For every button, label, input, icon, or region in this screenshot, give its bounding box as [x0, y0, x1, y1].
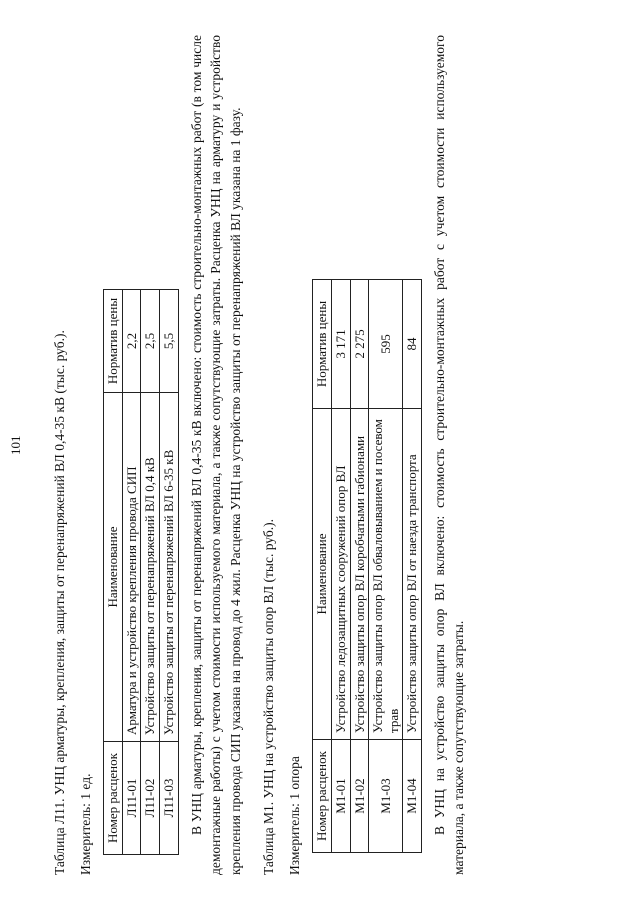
table2-meter: Измеритель: 1 опора — [286, 756, 302, 875]
table-header-row — [104, 290, 123, 855]
table2-caption: Таблица М1. УНЦ на устройство защиты опор ВЛ (тыс. руб.). — [261, 519, 277, 875]
row-code: М1-04 — [403, 740, 422, 853]
row-code: М1-01 — [331, 740, 350, 853]
header-price: Норматив цены — [104, 290, 123, 393]
table1-meter: Измеритель: 1 ед. — [77, 773, 93, 875]
row-price: 3 171 — [331, 280, 350, 409]
row-price: 5,5 — [159, 290, 178, 393]
row-code: Л11-02 — [141, 742, 160, 855]
table-row — [369, 280, 403, 853]
table-row — [403, 280, 422, 853]
header-price: Норматив цены — [313, 280, 332, 409]
row-price: 595 — [369, 280, 403, 409]
row-name: Устройство защиты опор ВЛ коробчатыми габионами — [350, 409, 369, 740]
table1-caption: Таблица Л11. УНЦ арматуры, крепления, защиты от перенапряжений ВЛ 0,4-35 кВ (тыс. руб.). — [52, 330, 67, 875]
header-code: Номер расценок — [313, 740, 332, 853]
table-row — [122, 290, 141, 855]
header-code: Номер расценок — [104, 742, 123, 855]
header-name: Наименование — [313, 409, 332, 740]
row-price: 84 — [403, 280, 422, 409]
document-page — [22, 35, 469, 875]
table-row — [331, 280, 350, 853]
row-code: М1-03 — [369, 740, 403, 853]
row-code: Л11-01 — [122, 742, 141, 855]
page-number: 101 — [8, 435, 23, 455]
row-price: 2,2 — [122, 290, 141, 393]
row-name: Арматура и устройство крепления провода СИП — [122, 393, 141, 742]
table-row — [159, 290, 178, 855]
paragraph-m1-description: В УНЦ на устройство защиты опор ВЛ включено: стоимость строительно-монтажных работ с учетом стоимости используемого материала, а также сопутствующие затраты. — [431, 35, 467, 875]
row-price: 2 275 — [350, 280, 369, 409]
row-name: Устройство ледозащитных сооружений опор ВЛ — [331, 409, 350, 740]
row-code: Л11-03 — [159, 742, 178, 855]
row-name: Устройство защиты от перенапряжений ВЛ 6-35 кВ — [159, 393, 178, 742]
row-code: М1-02 — [350, 740, 369, 853]
table-l11 — [103, 289, 178, 855]
table-row — [350, 280, 369, 853]
row-name: Устройство защиты опор ВЛ от наезда транспорта — [403, 409, 422, 740]
table-row — [141, 290, 160, 855]
paragraph-l11-description: В УНЦ арматуры, крепления, защиты от перенапряжений ВЛ 0,4-35 кВ включено: стоимость строительно-монтажных работ (в том числе демонтажные работы) с учетом стоимости используемого материала, а также сопутствующие затраты. Расценка УНЦ на арматуру и устройство крепления провода СИП указана на провод до 4 жил. Расценка УНЦ на устройство защиты от перенапряжений ВЛ указана на 1 фазу. — [188, 35, 243, 875]
table-m1 — [312, 279, 422, 853]
row-price: 2,5 — [141, 290, 160, 393]
header-name: Наименование — [104, 393, 123, 742]
table-header-row — [313, 280, 332, 853]
row-name: Устройство защиты опор ВЛ обваловыванием и посевом трав — [369, 409, 403, 740]
row-name: Устройство защиты от перенапряжений ВЛ 0,4 кВ — [141, 393, 160, 742]
